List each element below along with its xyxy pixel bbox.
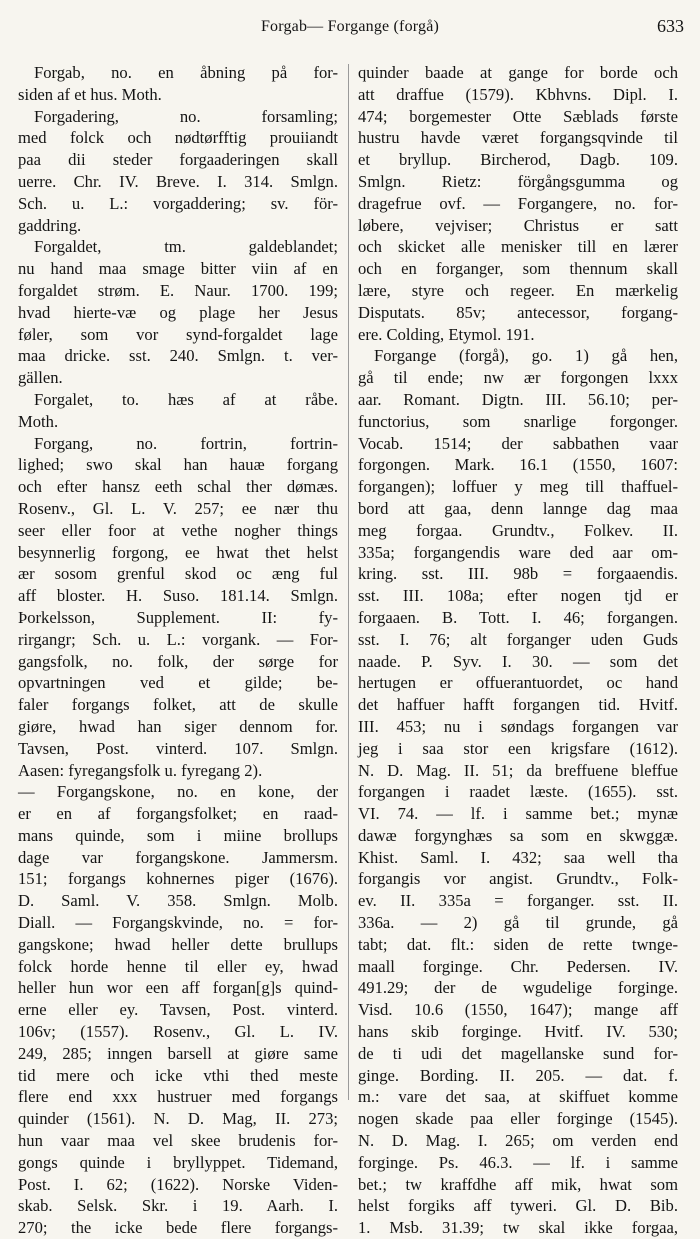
- text-line: gaddring.: [18, 215, 82, 235]
- text-line: 474; borgemester Otte Sæblads første: [358, 106, 678, 126]
- text-line: skab. Selsk. Skr. i 19. Aarh. I.: [18, 1196, 338, 1216]
- text-line: hans skib forginge. Hvitf. IV. 530;: [358, 1022, 678, 1042]
- text-line: m.: vare det saa, at skiffuet komme: [358, 1087, 678, 1107]
- text-line: nogen skade paa eller forginge (1545).: [358, 1109, 678, 1129]
- text-line: att draffue (1579). Kbhvns. Dipl. I.: [358, 84, 678, 104]
- page-header: [0, 12, 700, 42]
- text-line: Aasen: fyregangsfolk u. fyregang 2).: [18, 760, 263, 780]
- text-line: opvartningen ved et gilde; be-: [18, 673, 338, 693]
- text-line: III. 453; nu i søndags forgangen var: [358, 716, 678, 736]
- text-line: Vocab. 1514; der sabbathen vaar: [358, 433, 678, 453]
- text-line: N. D. Mag. I. 265; om verden end: [358, 1131, 678, 1151]
- text-line: forgangen); loffuer y meg till thaffuel-: [358, 477, 678, 497]
- page-number: 633: [657, 16, 684, 36]
- text-line: folck horde henne til eller ey, hwad: [18, 956, 338, 976]
- text-line: meg forgaa. Grundtv., Folkev. II.: [358, 520, 678, 540]
- text-line: hustru havde været forgangsqvinde til: [358, 128, 678, 148]
- text-line: faler forgangs folket, att de skulle: [18, 695, 338, 715]
- text-line: Tavsen, Post. vinterd. 107. Smlgn.: [18, 738, 338, 758]
- text-line: Forgange (forgå), go. 1) gå hen,: [374, 346, 678, 366]
- text-line: lære, styre och regeer. En mærkelig: [358, 280, 678, 300]
- text-line: gongs quinde i bryllyppet. Tidemand,: [18, 1152, 338, 1172]
- text-line: er en af forgangsfolket; en raad-: [18, 804, 338, 824]
- text-line: Forgadering, no. forsamling;: [34, 106, 338, 126]
- text-line: forginge. Ps. 46.3. — lf. i samme: [358, 1152, 678, 1172]
- text-line: ev. II. 335a = forganger. sst. II.: [358, 891, 678, 911]
- text-line: 151; forgangs kohnernes piger (1676).: [18, 869, 338, 889]
- left-column: [18, 62, 338, 1238]
- text-line: maall forginge. Chr. Pedersen. IV.: [358, 956, 678, 976]
- text-columns: [18, 62, 688, 1238]
- text-line: sst. I. 76; alt forganger uden Guds: [358, 629, 678, 649]
- text-line: Moth.: [18, 411, 59, 431]
- text-line: besynnerlig forgong, ee hwat thet helst: [18, 542, 338, 562]
- text-line: giøre, hwad han siger dennom for.: [18, 716, 338, 736]
- text-line: Diall. — Forgangskvinde, no. = for-: [18, 913, 338, 933]
- text-line: N. D. Mag. II. 51; da breffuene bleffue: [358, 760, 678, 780]
- text-line: 1. Msb. 31.39; tw skal ikke forgaa,: [358, 1218, 678, 1238]
- text-line: Post. I. 62; (1622). Norske Viden-: [18, 1174, 338, 1194]
- text-line: Forgab, no. en åbning på for-: [34, 63, 338, 82]
- text-line: quinder baade at gange for borde och: [358, 63, 678, 82]
- text-line: tid mere och icke vthi thed meste: [18, 1065, 338, 1085]
- text-line: gangskone; hwad heller dette brullups: [18, 934, 338, 954]
- text-line: 335a; forgangendis ware ded aar om-: [358, 542, 678, 562]
- text-line: Smlgn. Rietz: förgångsgumma og: [358, 171, 678, 191]
- text-line: hvad hierte-væ og plage her Jesus: [18, 302, 338, 322]
- text-line: D. Saml. V. 358. Smlgn. Molb.: [18, 891, 338, 911]
- text-line: bord att gaa, denn lannge dag maa: [358, 498, 678, 518]
- text-line: och skicket alle menisker till en lærer: [358, 237, 678, 257]
- text-line: siden af et hus. Moth.: [18, 84, 162, 104]
- text-line: dawæ forgynghæs sa som en skwggæ.: [358, 825, 678, 845]
- text-line: et bryllup. Bircherod, Dagb. 109.: [358, 150, 678, 170]
- text-line: functorius, som snarlige forgonger.: [358, 411, 678, 431]
- text-line: Þorkelsson, Supplement. II: fy-: [18, 607, 338, 627]
- text-line: rirgangr; Sch. u. L.: vorgank. — For-: [18, 629, 338, 649]
- text-line: hertugen er offuerantuordet, oc hand: [358, 673, 678, 693]
- text-line: 336a. — 2) gå til grunde, gå: [358, 913, 678, 933]
- text-line: Sch. u. L.: vorgaddering; sv. för-: [18, 193, 338, 213]
- text-line: forgongen. Mark. 16.1 (1550, 1607:: [358, 455, 678, 475]
- text-line: ær sosom grenful skod oc æng ful: [18, 564, 338, 584]
- text-line: bet.; tw kraffdhe aff mik, hwat som: [358, 1174, 678, 1194]
- text-line: ere. Colding, Etymol. 191.: [358, 324, 535, 344]
- text-line: nu hand maa smage bitter viin af en: [18, 259, 338, 279]
- text-line: sst. III. 108a; efter nogen tjd er: [358, 586, 678, 606]
- text-line: Khist. Saml. I. 432; saa well tha: [358, 847, 678, 867]
- text-line: maa dricke. sst. 240. Smlgn. t. ver-: [18, 346, 338, 366]
- text-line: 270; the icke bede flere forgangs-: [18, 1218, 338, 1238]
- text-line: løbere, vejviser; Christus er satt: [358, 215, 678, 235]
- text-line: Disputats. 85v; antecessor, forgang-: [358, 302, 678, 322]
- text-line: erne eller ey. Tavsen, Post. vinterd.: [18, 1000, 338, 1020]
- text-line: och en forganger, som thennum skall: [358, 259, 678, 279]
- text-line: ginge. Bording. II. 205. — dat. f.: [358, 1065, 678, 1085]
- text-line: 249, 285; inngen barsell at giøre same: [18, 1043, 338, 1063]
- text-line: Forgang, no. fortrin, fortrin-: [34, 433, 338, 453]
- text-line: uerre. Chr. IV. Breve. I. 314. Smlgn.: [18, 171, 338, 191]
- text-line: Visd. 10.6 (1550, 1647); mange aff: [358, 1000, 678, 1020]
- text-line: tabt; dat. flt.: siden de rette twnge-: [358, 934, 678, 954]
- text-line: Forgaldet, tm. galdeblandet;: [34, 237, 338, 257]
- text-line: heller hun wor een aff forgan[g]s quind-: [18, 978, 338, 998]
- text-line: dragefrue ovf. — Forgangere, no. for-: [358, 193, 678, 213]
- text-line: mans quinde, som i miine brollups: [18, 825, 338, 845]
- text-line: forgangen i raadet læste. (1655). sst.: [358, 782, 678, 802]
- text-line: Forgalet, to. hæs af at råbe.: [34, 389, 338, 409]
- text-line: VI. 74. — lf. i samme bet.; mynæ: [358, 804, 678, 824]
- text-line: seer eller foor at vethe nogher things: [18, 520, 338, 540]
- text-line: Rosenv., Gl. L. V. 257; ee nær thu: [18, 498, 338, 518]
- text-line: naade. P. Syv. I. 30. — som det: [358, 651, 678, 671]
- text-line: med folck och nødtørfftig prouiiandt: [18, 128, 338, 148]
- text-line: føler, som vor synd-forgaldet lage: [18, 324, 338, 344]
- text-line: helst forgiks aff tyweri. Gl. D. Bib.: [358, 1196, 678, 1216]
- text-line: gangsfolk, no. folk, der sørge for: [18, 651, 338, 671]
- text-line: forgaldet strøm. E. Naur. 1700. 199;: [18, 280, 338, 300]
- text-line: 106v; (1557). Rosenv., Gl. L. IV.: [18, 1022, 338, 1042]
- text-line: paa dii steder forgaaderingen skall: [18, 150, 338, 170]
- text-line: 491.29; der de wgudelige forginge.: [358, 978, 678, 998]
- text-line: flere end xxx hustruer med forgangs: [18, 1087, 338, 1107]
- running-head: Forgab— Forgange (forgå): [260, 18, 440, 35]
- text-line: gällen.: [18, 368, 63, 388]
- right-column: [358, 62, 678, 1238]
- text-line: de ti udi det magellanske sund for-: [358, 1043, 678, 1063]
- text-line: det haffuer hafft forgangen tid. Hvitf.: [358, 695, 678, 715]
- text-line: forgangis vor angist. Grundtv., Folk-: [358, 869, 678, 889]
- text-line: jeg i saa stor een krigsfare (1612).: [358, 738, 678, 758]
- text-line: aff bloster. H. Suso. 181.14. Smlgn.: [18, 586, 338, 606]
- text-line: aar. Romant. Digtn. III. 56.10; per-: [358, 389, 678, 409]
- text-line: dage var forgangskone. Jammersm.: [18, 847, 338, 867]
- text-line: quinder (1561). N. D. Mag, II. 273;: [18, 1109, 338, 1129]
- text-line: gå til ende; nw ær forgongen lxxx: [358, 368, 678, 388]
- text-line: — Forgangskone, no. en kone, der: [18, 782, 338, 802]
- text-line: lighed; swo skal han hauæ forgang: [18, 455, 338, 475]
- text-line: kring. sst. III. 98b = forgaaendis.: [358, 564, 678, 584]
- column-divider: [348, 64, 349, 1100]
- text-line: och efter hansz eeth schal ther dømæs.: [18, 477, 338, 497]
- text-line: forgaaen. B. Tott. I. 46; forgangen.: [358, 607, 678, 627]
- text-line: hun vaar maa vel skee brudenis for-: [18, 1131, 338, 1151]
